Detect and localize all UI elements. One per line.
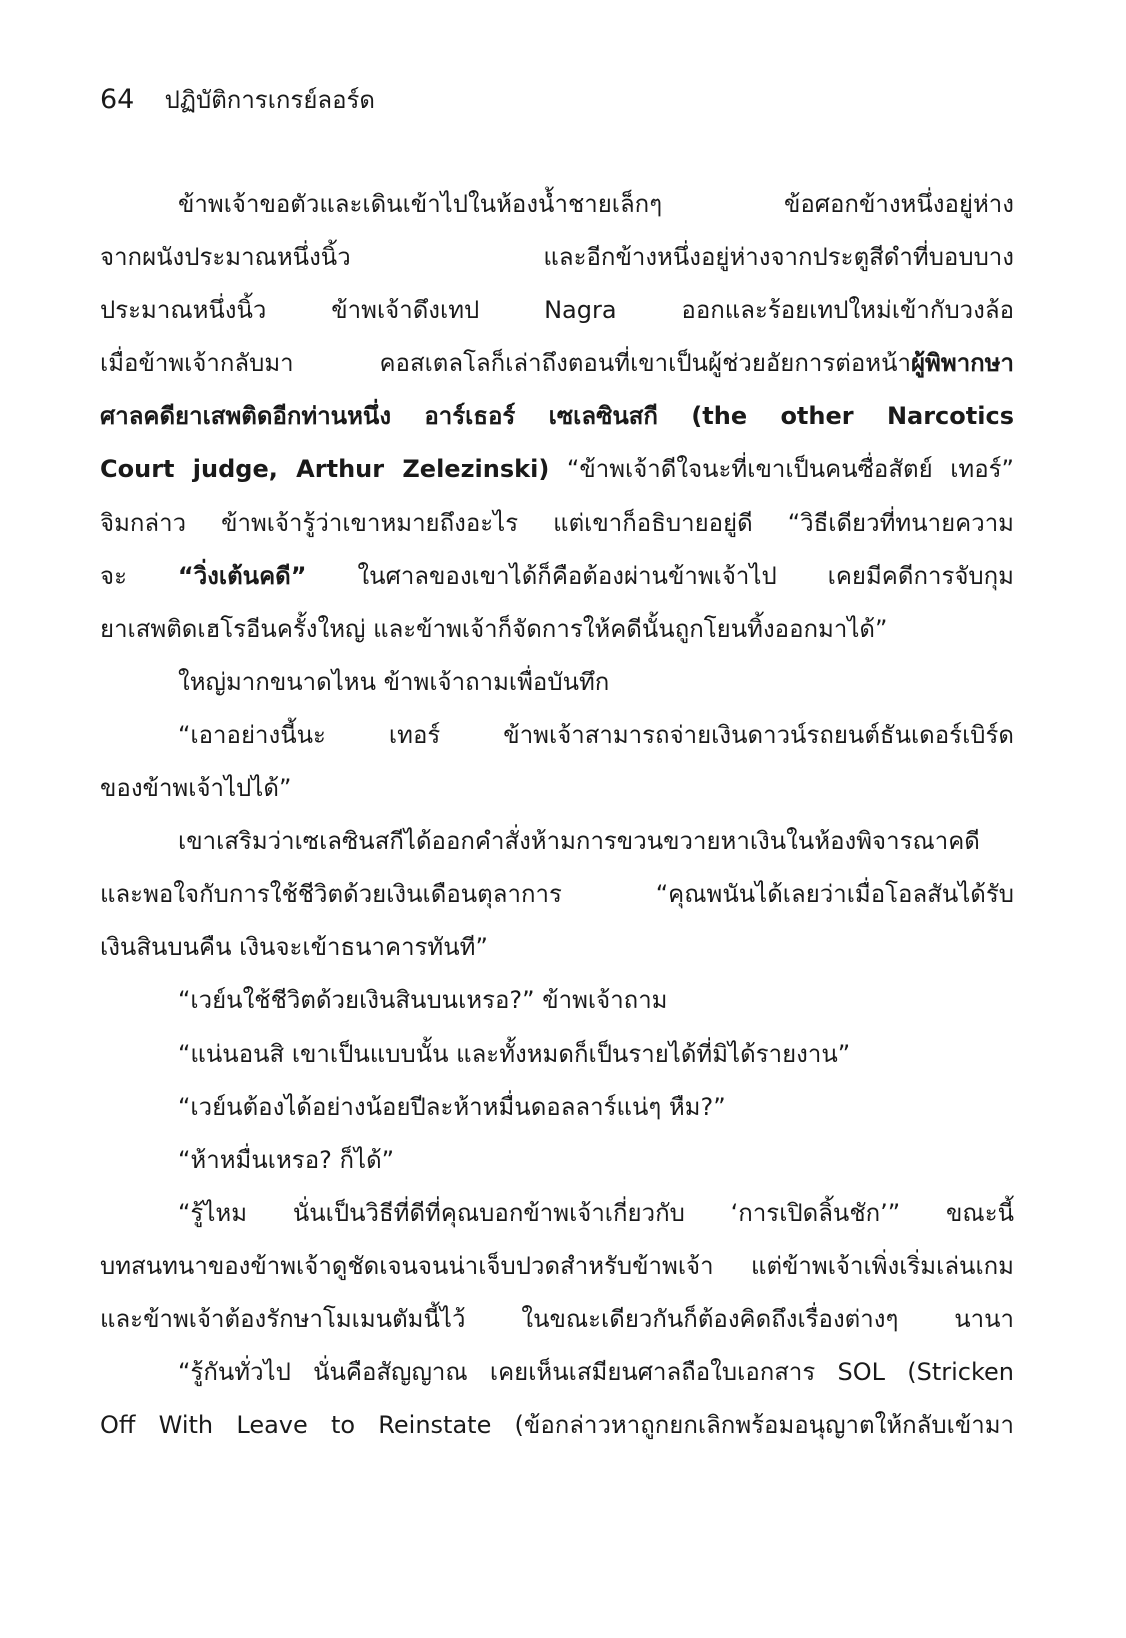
text-segment: และพอใจกับการใช้ชีวิตด้วยเงินเดือนตุลาการ “คุณพนันได้เลยว่าเมื่อโอลสันได้รับ [100, 880, 1014, 909]
text-line [100, 1346, 1014, 1399]
running-title: ปฏิบัติการเกรย์ลอร์ด [164, 86, 375, 114]
text-segment: ใหญ่มากขนาดไหน ข้าพเจ้าถามเพื่อบันทึก [178, 667, 610, 696]
text-segment: เงินสินบนคืน เงินจะเข้าธนาคารทันที” [100, 933, 488, 962]
text-segment: ประมาณหนึ่งนิ้ว ข้าพเจ้าดึงเทป Nagra ออกและร้อยเทปใหม่เข้ากับวงล้อ [100, 296, 1014, 325]
text-line [100, 550, 1014, 603]
text-segment: ยาเสพติดเฮโรอีนครั้งใหญ่ และข้าพเจ้าก็จัดการให้คดีนั้นถูกโยนทิ้งออกมาได้” [100, 614, 888, 643]
text-line [100, 337, 1014, 390]
text-segment: จะ [100, 561, 178, 590]
text-segment: และข้าพเจ้าต้องรักษาโมเมนตัมนี้ไว้ ในขณะเดียวกันก็ต้องคิดถึงเรื่องต่างๆ นานา [100, 1304, 1014, 1333]
text-segment: จากผนังประมาณหนึ่งนิ้ว และอีกข้างหนึ่งอยู่ห่างจากประตูสีดำที่บอบบาง [100, 243, 1014, 272]
text-segment: “เวย์นต้องได้อย่างน้อยปีละห้าหมื่นดอลลาร์แน่ๆ หืม?” [178, 1092, 726, 1121]
page-number: 64 [100, 84, 135, 115]
text-segment: เขาเสริมว่าเซเลซินสกีได้ออกคำสั่งห้ามการขวนขวายหาเงินในห้องพิจารณาคดี [178, 827, 980, 856]
text-line [100, 656, 1014, 709]
text-line [100, 603, 1014, 656]
text-segment: “ห้าหมื่นเหรอ? ก็ได้” [178, 1145, 395, 1174]
text-line [100, 1187, 1014, 1240]
text-line [100, 284, 1014, 337]
text-line [100, 231, 1014, 284]
text-segment: “เอาอย่างนี้นะ เทอร์ ข้าพเจ้าสามารถจ่ายเงินดาวน์รถยนต์ธันเดอร์เบิร์ด [178, 720, 1014, 749]
text-segment: “แน่นอนสิ เขาเป็นแบบนั้น และทั้งหมดก็เป็นรายได้ที่มิได้รายงาน” [178, 1039, 851, 1068]
text-line [100, 1240, 1014, 1293]
text-segment: “ข้าพเจ้าดีใจนะที่เขาเป็นคนซื่อสัตย์ เทอร์” [549, 455, 1014, 484]
text-segment: “เวย์นใช้ชีวิตด้วยเงินสินบนเหรอ?” ข้าพเจ้าถาม [178, 986, 668, 1015]
text-line [100, 815, 1014, 868]
text-line [100, 1028, 1014, 1081]
bold-text-segment: ศาลคดียาเสพติดอีกท่านหนึ่ง อาร์เธอร์ เซเลซินสกี (the other Narcotics [100, 402, 1014, 431]
text-line [100, 868, 1014, 921]
text-segment: ของข้าพเจ้าไปได้” [100, 774, 292, 803]
text-segment: ในศาลของเขาได้ก็คือต้องผ่านข้าพเจ้าไป เคยมีคดีการจับกุม [306, 561, 1014, 590]
bold-text-segment: ผู้พิพากษา [910, 349, 1014, 378]
text-line [100, 178, 1014, 231]
body-text [100, 178, 1014, 1452]
bold-text-segment: “วิ่งเต้นคดี” [177, 561, 307, 590]
text-line [100, 762, 1014, 815]
text-line [100, 709, 1014, 762]
text-line [100, 921, 1014, 974]
bold-text-segment: Court judge, Arthur Zelezinski) [100, 455, 550, 484]
text-segment: บทสนทนาของข้าพเจ้าดูชัดเจนจนน่าเจ็บปวดสำหรับข้าพเจ้า แต่ข้าพเจ้าเพิ่งเริ่มเล่นเกม [100, 1251, 1014, 1280]
text-line [100, 390, 1014, 443]
text-segment: “รู้ไหม นั่นเป็นวิธีที่ดีที่คุณบอกข้าพเจ้าเกี่ยวกับ ‘การเปิดลิ้นชัก’” ขณะนี้ [178, 1198, 1014, 1227]
text-segment: Off With Leave to Reinstate (ข้อกล่าวหาถูกยกเลิกพร้อมอนุญาตให้กลับเข้ามา [100, 1411, 1014, 1440]
text-segment: จิมกล่าว ข้าพเจ้ารู้ว่าเขาหมายถึงอะไร แต่เขาก็อธิบายอยู่ดี “วิธีเดียวที่ทนายความ [100, 508, 1014, 537]
text-line [100, 1081, 1014, 1134]
text-segment: “รู้กันทั่วไป นั่นคือสัญญาณ เคยเห็นเสมียนศาลถือใบเอกสาร SOL (Stricken [178, 1358, 1014, 1387]
text-line [100, 443, 1014, 496]
text-line [100, 1293, 1014, 1346]
text-line [100, 497, 1014, 550]
text-segment: ข้าพเจ้าขอตัวและเดินเข้าไปในห้องน้ำชายเล็กๆ ข้อศอกข้างหนึ่งอยู่ห่าง [178, 190, 1014, 218]
text-line [100, 1134, 1014, 1187]
text-line [100, 974, 1014, 1027]
page-header [100, 82, 375, 118]
text-segment: เมื่อข้าพเจ้ากลับมา คอสเตลโลก็เล่าถึงตอนที่เขาเป็นผู้ช่วยอัยการต่อหน้า [100, 349, 911, 378]
text-line [100, 1399, 1014, 1452]
